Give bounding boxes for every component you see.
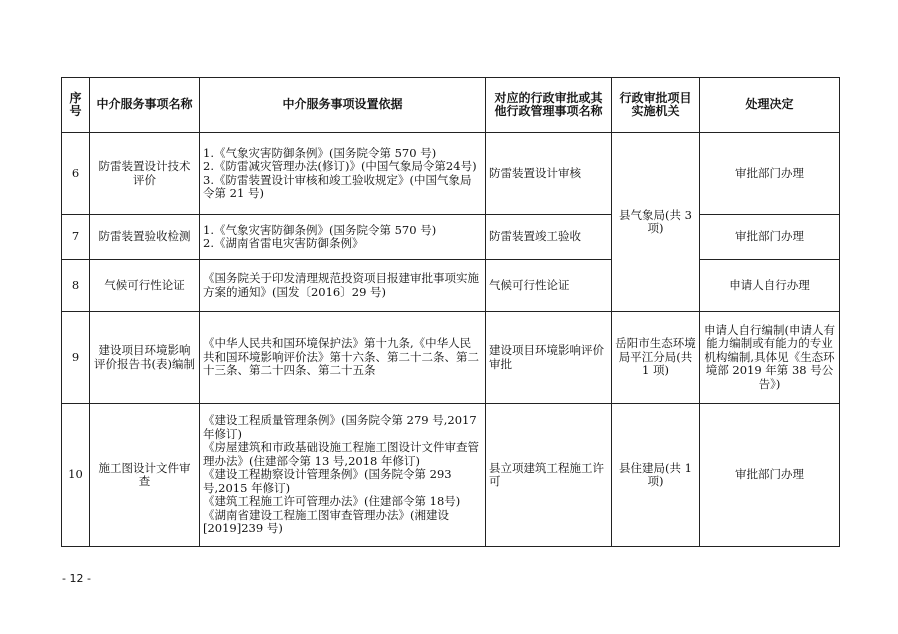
header-row [62,78,840,133]
row-approval: 气候可行性论证 [486,260,612,312]
table-row [62,133,840,215]
row-decision: 审批部门办理 [700,215,840,260]
row-basis [200,133,486,215]
row-agency: 岳阳市生态环境局平江分局(共 1 项) [612,312,700,404]
basis-line: 《中华人民共和国环境保护法》第十九条,《中华人民共和国环境影响评价法》第十六条、第二十二条、第二十三条、第二十四条、第二十五条 [203,336,479,378]
row-basis [200,312,486,404]
row-no: 9 [62,312,90,404]
row-no: 10 [62,404,90,547]
basis-line: 《湖南省建设工程施工图审查管理办法》(湘建设[2019]239 号) [203,507,449,536]
row-decision: 申请人自行办理 [700,260,840,312]
table-row [62,404,840,547]
basis-line: 《建筑工程施工许可管理办法》(住建部令第 18号) [203,494,461,509]
row-agency: 县气象局(共 3 项) [612,133,700,312]
row-approval: 防雷装置竣工验收 [486,215,612,260]
row-name: 防雷装置验收检测 [90,215,200,260]
basis-line: 1.《气象灾害防御条例》(国务院令第 570 号) [203,222,437,237]
page-number: - 12 - [62,572,91,585]
row-name: 施工图设计文件审查 [90,404,200,547]
header-decision: 处理决定 [700,78,840,133]
row-basis [200,404,486,547]
row-no: 8 [62,260,90,312]
header-approval: 对应的行政审批或其他行政管理事项名称 [486,78,612,133]
row-approval: 县立项建筑工程施工许可 [486,404,612,547]
row-name: 气候可行性论证 [90,260,200,312]
header-agency: 行政审批项目实施机关 [612,78,700,133]
row-basis [200,215,486,260]
row-approval: 防雷装置设计审核 [486,133,612,215]
header-name: 中介服务事项名称 [90,78,200,133]
basis-line: 2.《湖南省雷电灾害防御条例》 [203,236,364,250]
basis-line: 3.《防雷装置设计审核和竣工验收规定》(中国气象局令第 21 号) [203,172,472,200]
basis-line: 《建设工程勘察设计管理条例》(国务院令第 293号,2015 年修订) [203,467,452,495]
row-decision: 审批部门办理 [700,133,840,215]
header-basis: 中介服务事项设置依据 [200,78,486,133]
row-name: 建设项目环境影响评价报告书(表)编制 [90,312,200,404]
basis-line: 《国务院关于印发清理规范投资项目报建审批事项实施方案的通知》(国发〔2016〕29 号) [203,271,479,299]
row-no: 6 [62,133,90,215]
table-row [62,260,840,312]
basis-line: 2.《防雷减灾管理办法(修订)》(中国气象局令第24号) [203,159,477,173]
row-basis [200,260,486,312]
row-no: 7 [62,215,90,260]
basis-line: 《房屋建筑和市政基础设施工程施工图设计文件审查管理办法》(住建部令第 13 号,2018 年修订) [203,440,479,468]
basis-line: 1.《气象灾害防御条例》(国务院令第 570 号) [203,145,437,160]
basis-line: 《建设工程质量管理条例》(国务院令第 279 号,2017 年修订) [203,413,477,441]
row-approval: 建设项目环境影响评价审批 [486,312,612,404]
row-name: 防雷装置设计技术评价 [90,133,200,215]
table-row [62,215,840,260]
row-decision: 审批部门办理 [700,404,840,547]
row-decision: 申请人自行编制(申请人有能力编制或有能力的专业机构编制,具体见《生态环境部 2019 年第 38 号公告》) [700,312,840,404]
row-agency: 县住建局(共 1 项) [612,404,700,547]
header-no: 序号 [62,78,90,133]
intermediary-services-table [61,77,840,547]
table-row [62,312,840,404]
